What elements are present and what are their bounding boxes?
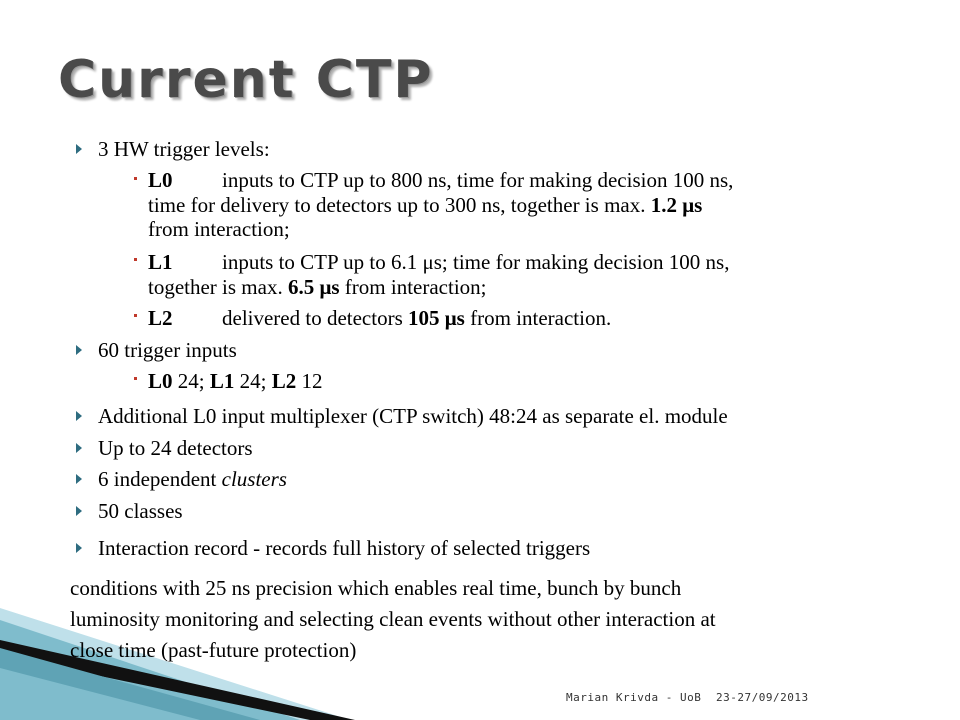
l0-label: L0 <box>148 168 173 192</box>
l1-label: L1 <box>148 250 173 274</box>
arrow-bullet-icon <box>76 345 82 355</box>
inputs-l2-value: 12 <box>301 369 323 393</box>
l0-line1: inputs to CTP up to 800 ns, time for making decision 100 ns, <box>222 168 734 192</box>
l2-line1 <box>222 306 611 330</box>
inputs-l0-value: 24; <box>177 369 205 393</box>
square-bullet-icon <box>134 258 137 261</box>
arrow-bullet-icon <box>76 474 82 484</box>
l0-line2-text: time for delivery to detectors up to 300 ns, together is max. <box>148 193 646 217</box>
inputs-l2-label: L2 <box>271 369 297 393</box>
arrow-bullet-icon <box>76 411 82 421</box>
arrow-bullet-icon <box>76 443 82 453</box>
l0-line3: from interaction; <box>148 217 290 241</box>
bullet-classes: 50 classes <box>98 499 183 523</box>
l2-time: 105 μs <box>408 306 465 330</box>
l1-line2-end: from interaction; <box>344 275 487 299</box>
l2-label: L2 <box>148 306 173 330</box>
arrow-bullet-icon <box>76 506 82 516</box>
arrow-bullet-icon <box>76 543 82 553</box>
l0-line2 <box>148 193 702 217</box>
square-bullet-icon <box>134 177 137 180</box>
paragraph-line3: close time (past-future protection) <box>70 638 357 662</box>
l2-line1-text: delivered to detectors <box>222 306 403 330</box>
bullet-clusters <box>98 467 287 491</box>
bullet-trigger-inputs: 60 trigger inputs <box>98 338 237 362</box>
inputs-l0-label: L0 <box>148 369 173 393</box>
l1-line2-text: together is max. <box>148 275 283 299</box>
bullet-detectors: Up to 24 detectors <box>98 436 253 460</box>
page-title: Current CTP <box>58 50 434 110</box>
footer-author: Marian Krivda - UoB <box>566 691 702 704</box>
clusters-term: clusters <box>221 467 287 491</box>
inputs-breakdown <box>148 369 322 393</box>
arrow-bullet-icon <box>76 144 82 154</box>
clusters-text: 6 independent <box>98 467 217 491</box>
inputs-l1-value: 24; <box>239 369 267 393</box>
footer-date: 23-27/09/2013 <box>716 691 809 704</box>
paragraph-line1: conditions with 25 ns precision which enables real time, bunch by bunch <box>70 576 682 600</box>
bullet-interaction-record: Interaction record - records full history of selected triggers <box>98 536 591 560</box>
l1-line1: inputs to CTP up to 6.1 μs; time for making decision 100 ns, <box>222 250 730 274</box>
l2-line1-end: from interaction. <box>470 306 612 330</box>
inputs-l1-label: L1 <box>209 369 235 393</box>
bullet-multiplexer: Additional L0 input multiplexer (CTP switch) 48:24 as separate el. module <box>98 404 728 428</box>
bullet-trigger-levels: 3 HW trigger levels: <box>98 137 270 161</box>
l0-max-time: 1.2 μs <box>650 193 703 217</box>
paragraph-line2: luminosity monitoring and selecting clean events without other interaction at <box>70 607 716 631</box>
square-bullet-icon <box>134 377 137 380</box>
l1-max-time: 6.5 μs <box>287 275 340 299</box>
square-bullet-icon <box>134 314 137 317</box>
l1-line2 <box>148 275 487 299</box>
description-paragraph <box>70 573 716 666</box>
